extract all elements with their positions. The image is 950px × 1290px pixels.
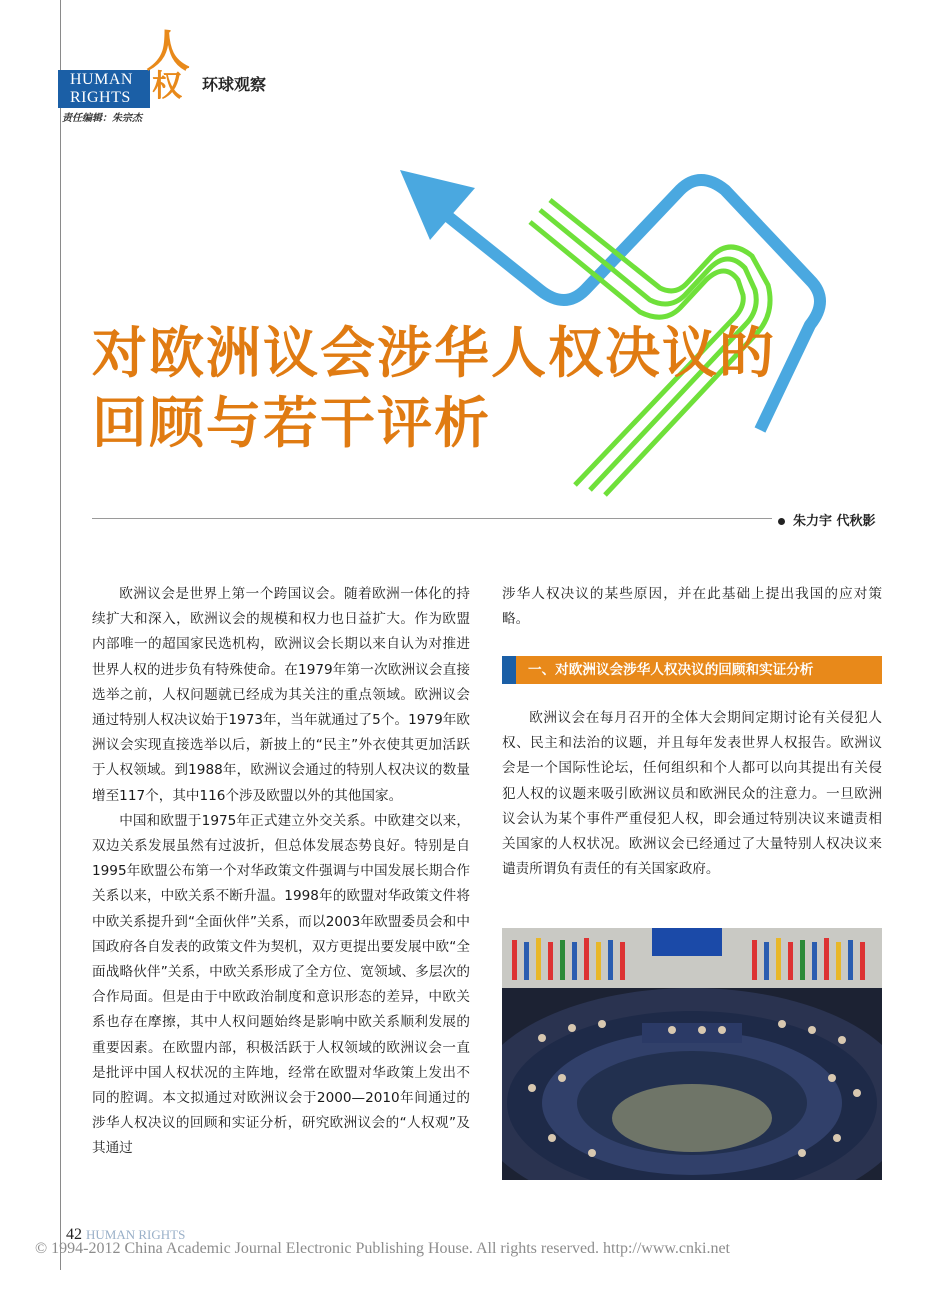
parliament-photo — [502, 928, 882, 1180]
title-rule — [92, 518, 772, 519]
title-line-2: 回顾与若干评析 — [92, 391, 492, 455]
article-title — [92, 318, 776, 458]
logo-line-2: RIGHTS — [70, 89, 131, 106]
right-column-body — [502, 706, 882, 882]
right-column-top — [502, 582, 882, 632]
page-number: 42 — [66, 1226, 82, 1243]
title-line-1: 对欧洲议会涉华人权决议的 — [92, 321, 777, 385]
paragraph: 欧洲议会是世界上第一个跨国议会。随着欧洲一体化的持续扩大和深入，欧洲议会的规模和权力也日益扩大。作为欧盟内部唯一的超国家民选机构，欧洲议会长期以来自认为对推进世界人权的进步负有特殊使命。在1979年第一次欧洲议会直接选举之前，人权问题就已经成为其关注的重点领域。欧洲议会通过特别人权决议始于1973年，当年就通过了5个。1979年欧洲议会实现直接选举以后，新披上的“民主”外衣使其更加活跃于人权领域。到1988年，欧洲议会通过的特别人权决议的数量增至117个，其中116个涉及欧盟以外的其他国家。 — [92, 586, 470, 804]
paragraph-continuation: 涉华人权决议的某些原因，并在此基础上提出我国的应对策略。 — [502, 586, 882, 628]
eu-flag-banner — [652, 928, 722, 956]
author-byline — [778, 510, 876, 529]
paragraph: 欧洲议会在每月召开的全体大会期间定期讨论有关侵犯人权、民主和法治的议题，并且每年发表世界人权报告。欧洲议会是一个国际性论坛，任何组织和个人都可以向其提出有关侵犯人权的议题来吸引欧洲议员和欧洲民众的注意力。一旦欧洲议会认为某个事件严重侵犯人权，即会通过特别决议来谴责相关国家的人权状况。欧洲议会已经通过了大量特别人权决议来谴责所谓负有责任的有关国家政府。 — [502, 710, 882, 878]
section-heading: 一、对欧洲议会涉华人权决议的回顾和实证分析 — [502, 656, 882, 684]
logo-char-quan: 权 — [152, 69, 182, 104]
logo-line-1: HUMAN — [70, 71, 133, 88]
bullet-icon — [778, 518, 785, 525]
running-title: HUMAN RIGHTS — [86, 1227, 186, 1242]
editor-credit: 责任编辑：朱宗杰 — [62, 113, 142, 124]
margin-rule — [60, 0, 61, 1270]
paragraph: 中国和欧盟于1975年正式建立外交关系。中欧建交以来，双边关系发展虽然有过波折，但总体发展态势良好。特别是自1995年欧盟公布第一个对华政策文件强调与中国发展长期合作关系以来，中欧关系不断升温。1998年的欧盟对华政策文件将中欧关系提升到“全面伙伴”关系，而以2003年欧盟委员会和中国政府各自发表的政策文件为契机，双方更提出要发展中欧“全面战略伙伴”关系，中欧关系形成了全方位、宽领域、多层次的合作局面。但是由于中欧政治制度和意识形态的差异，中欧关系也存在摩擦，其中人权问题始终是影响中欧关系顺利发展的重要因素。在欧盟内部，积极活跃于人权领域的欧洲议会一直是批评中国人权状况的主阵地，经常在欧盟对华政策上发出不同的腔调。本文拟通过对欧洲议会于2000—2010年间通过的涉华人权决议的回顾和实证分析，研究欧洲议会的“人权观”及其通过 — [92, 812, 470, 1157]
copyright-notice: © 1994-2012 China Academic Journal Electronic Publishing House. All rights reserved. http://www.cnki.net — [35, 1240, 730, 1257]
left-column — [92, 582, 470, 1162]
section-name: 环球观察 — [202, 75, 267, 94]
author-names: 朱力宇 代秋影 — [793, 514, 876, 529]
logo-char-ren: 人 — [146, 26, 190, 77]
journal-logo — [58, 70, 150, 108]
